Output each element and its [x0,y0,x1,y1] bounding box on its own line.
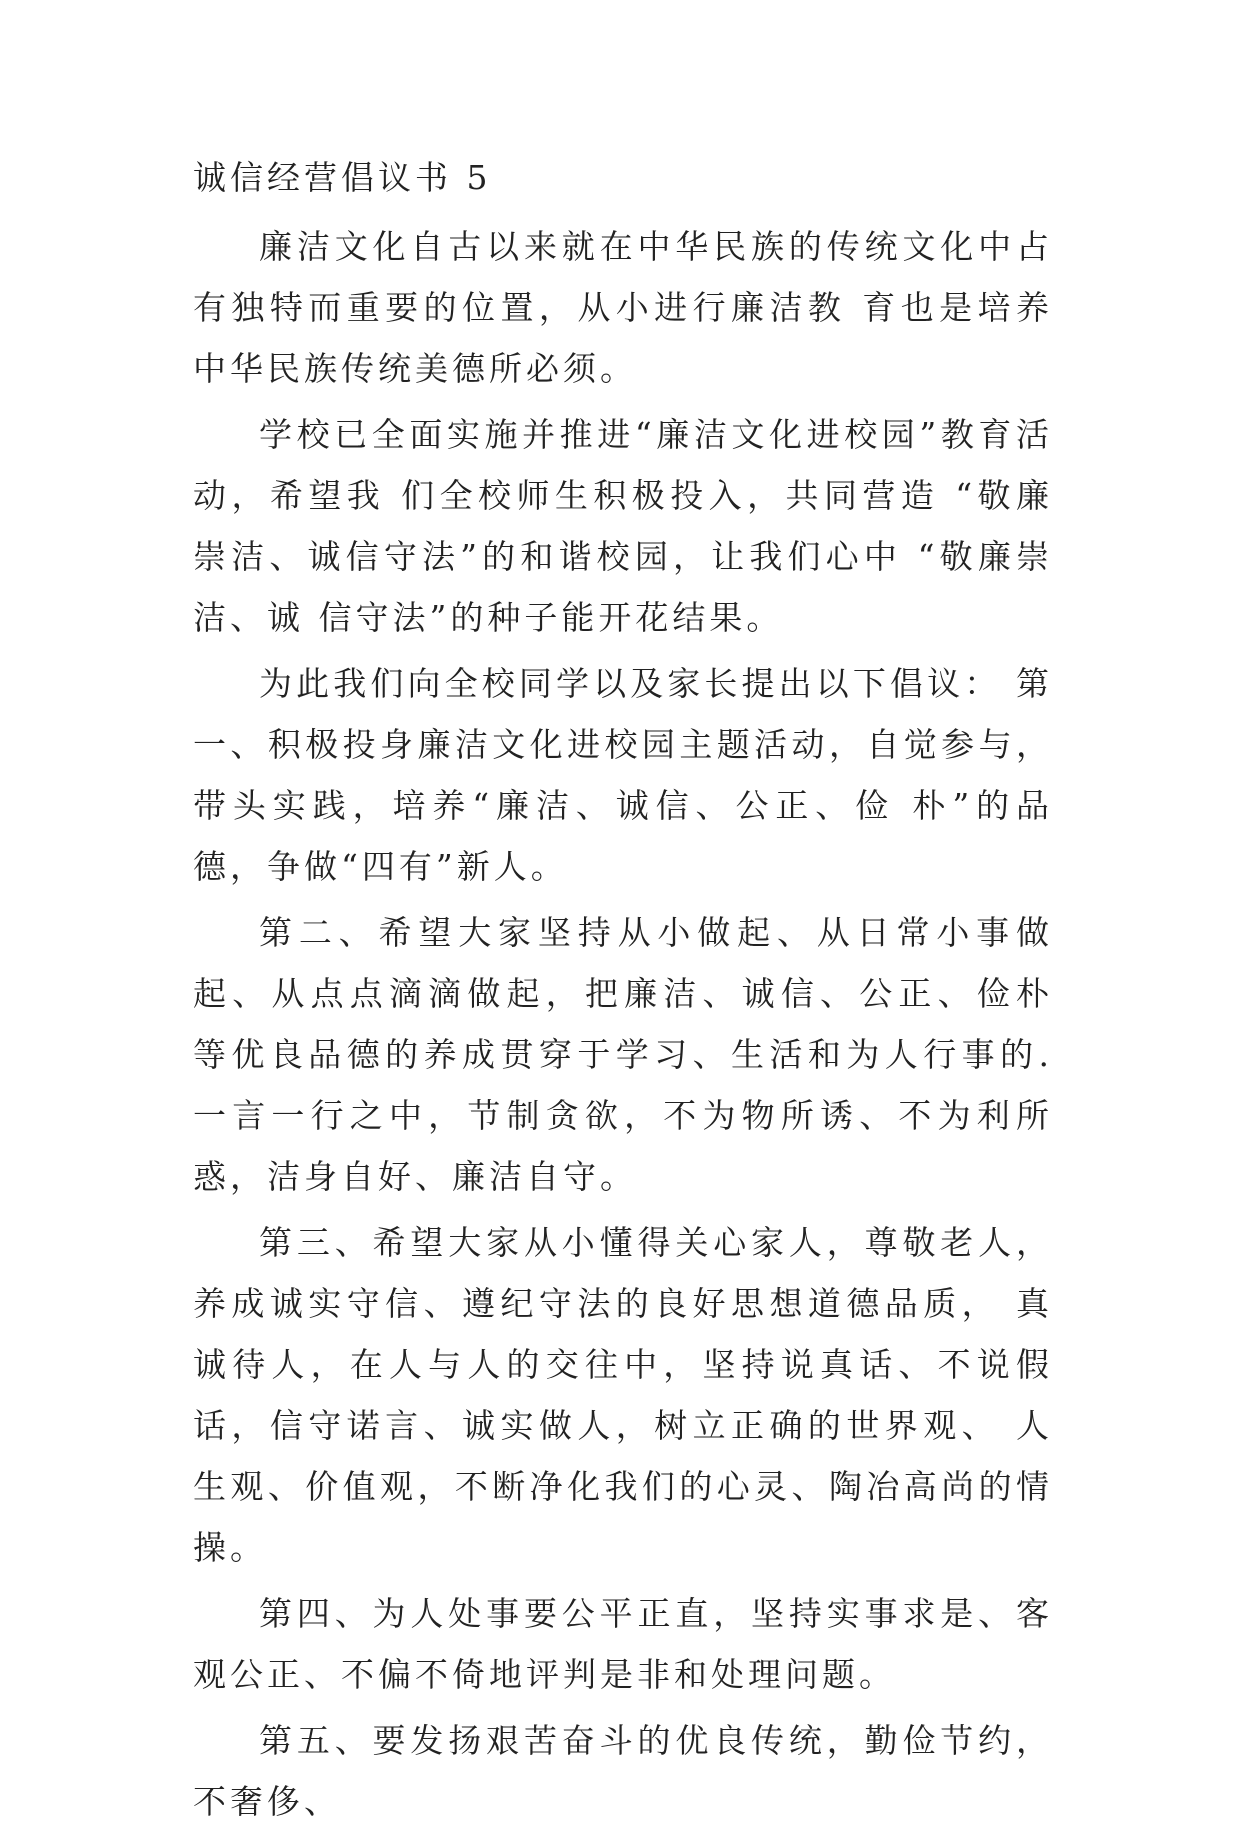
paragraph-activity: 学校已全面实施并推进“廉洁文化进校园”教育活动，希望我 们全校师生积极投入，共同营造 “敬廉崇洁、诚信守法”的和谐校园，让我们心中 “敬廉崇洁、诚 信守法”的种子能开花结果。 [193,415,1053,637]
document-title: 诚信经营倡议书 5 [193,158,492,197]
paragraph-proposal-third: 第三、希望大家从小懂得关心家人，尊敬老人，养成诚实守信、遵纪守法的良好思想道德品质， 真诚待人，在人与人的交往中，坚持说真话、不说假话，信守诺言、诚实做人，树立正确的世界观、 人生观、价值观，不断净化我们的心灵、陶冶高尚的情操。 [193,1223,1053,1567]
document-body [193,158,1053,1837]
paragraph-proposal-fourth: 第四、为人处事要公平正直，坚持实事求是、客观公正、不偏不倚地评判是非和处理问题。 [193,1594,1053,1694]
paragraph-proposal-first: 为此我们向全校同学以及家长提出以下倡议： 第一、积极投身廉洁文化进校园主题活动，自觉参与，带头实践，培养“廉洁、诚信、公正、俭 朴”的品德，争做“四有”新人。 [193,664,1053,886]
paragraph-intro: 廉洁文化自古以来就在中华民族的传统文化中占有独特而重要的位置，从小进行廉洁教 育也是培养中华民族传统美德所必须。 [193,227,1053,388]
paragraph-proposal-second: 第二、希望大家坚持从小做起、从日常小事做起、从点点滴滴做起，把廉洁、诚信、公正、俭朴 等优良品德的养成贯穿于学习、生活和为人行事的.一言一行之中，节制贪欲，不为物所诱、不为利所 惑，洁身自好、廉洁自守。 [193,913,1053,1196]
paragraph-proposal-fifth: 第五、要发扬艰苦奋斗的优良传统，勤俭节约，不奢侈、 [193,1721,1053,1821]
